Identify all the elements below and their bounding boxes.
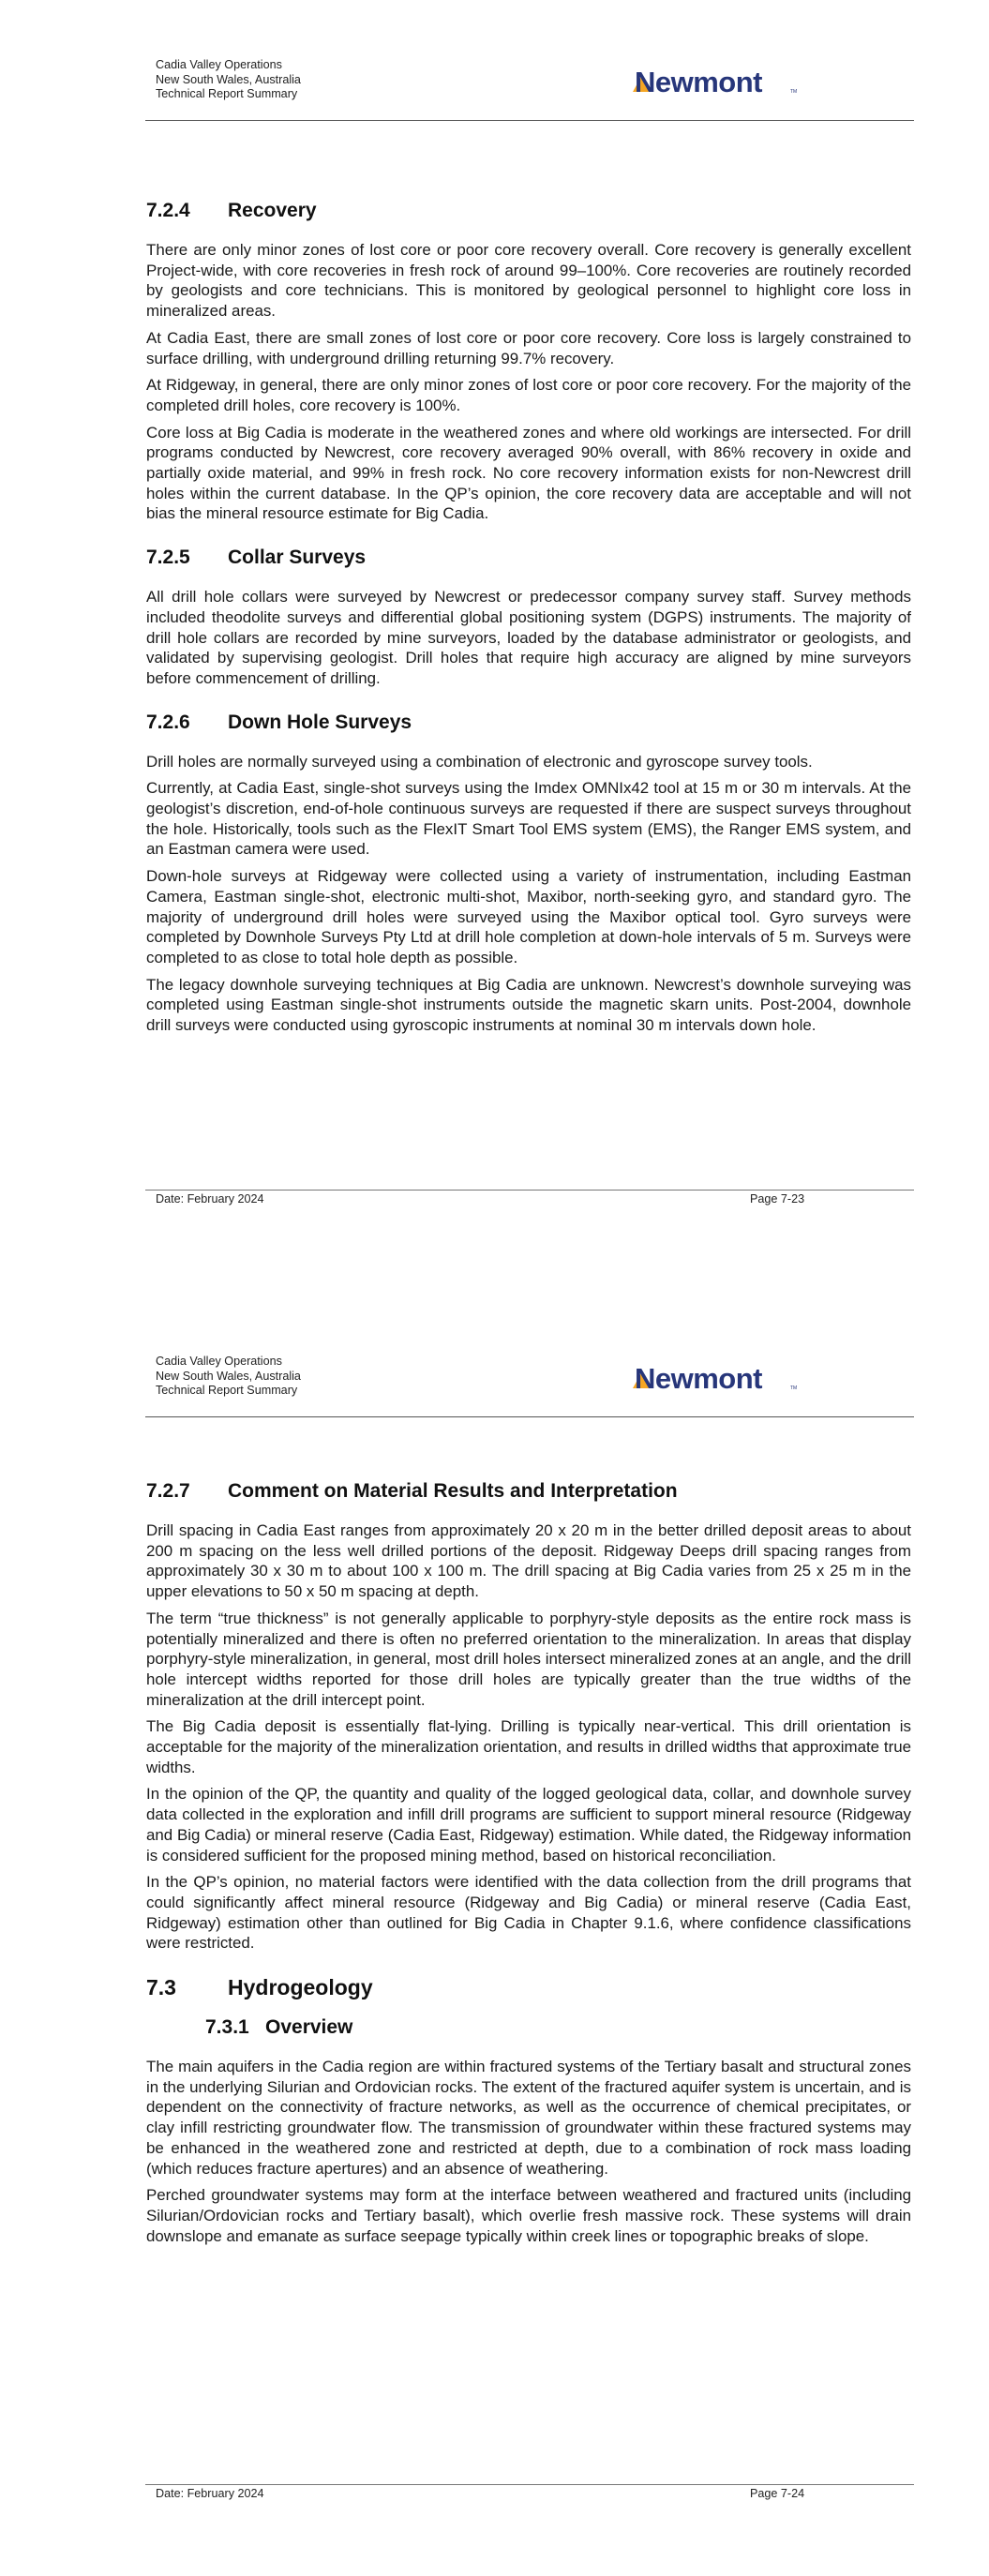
section-title: Hydrogeology (228, 1975, 373, 2000)
page-body (146, 199, 911, 1042)
section-7-2-5-collar-surveys (146, 546, 911, 689)
section-number: 7.2.7 (146, 1480, 190, 1502)
section-7-2-4-recovery (146, 199, 911, 524)
paragraph: The main aquifers in the Cadia region are within fractured systems of the Tertiary basalt and structural zones in the underlying Silurian and Ordovician rocks. The extent of the fractured aquifer system is uncertain, and is dependent on the connectivity of fracture networks, as well as the occurrence of chemical precipitates, or clay infill restricting groundwater flow. The transmission of groundwater within these fractured systems may be enhanced in the weathered zone and restricted at depth, due to a combination of rock mass loading (which reduces fracture apertures) and an absence of weathering. (146, 2058, 911, 2178)
document-page-7-23 (0, 0, 989, 1280)
section-7-2-7-comment-on-material-results (146, 1479, 911, 1954)
subsection-number: 7.3.1 (205, 2016, 249, 2039)
svg-text:Newmont: Newmont (635, 66, 762, 98)
header-report-type: Technical Report Summary (156, 1384, 298, 1397)
paragraph: At Ridgeway, in general, there are only minor zones of lost core or poor core recovery. For the majority of the completed drill holes, core recovery is 100%. (146, 376, 911, 414)
newmont-logo-icon (633, 1362, 802, 1396)
section-title: Comment on Material Results and Interpretation (228, 1480, 678, 1502)
chapter-heading (146, 1974, 911, 2000)
newmont-logo (633, 66, 802, 99)
paragraph: The term “true thickness” is not generally applicable to porphyry-style deposits as the entire rock mass is potentially mineralized and there is often no preferred orientation to the mineralization. In areas that display porphyry-style mineralization, in general, most drill holes intersect mineralized zones at an angle, and the drill hole intercept widths reported for those drill holes are typically greater than the true widths of the mineralization at the drill intercept point. (146, 1609, 911, 1709)
section-title: Recovery (228, 200, 317, 221)
svg-text:Newmont: Newmont (635, 1362, 762, 1395)
paragraph: Down-hole surveys at Ridgeway were collected using a variety of instrumentation, including Eastman Camera, Eastman single-shot, electronic multi-shot, Maxibor, north-seeking gyro, and standard gyro. The majority of underground drill holes were surveyed using the Maxibor optical tool. Gyro surveys were completed by Downhole Surveys Pty Ltd at drill hole completion at down-hole intervals of 5 m. Surveys were completed to as close to total hole depth as possible. (146, 867, 911, 966)
header-info (156, 1355, 301, 1399)
footer-page-number: Page 7-24 (750, 2487, 805, 2500)
footer-divider (145, 1190, 914, 1191)
footer-date: Date: February 2024 (156, 1192, 264, 1206)
newmont-logo-icon (633, 66, 802, 99)
paragraph: In the QP’s opinion, no material factors were identified with the data collection from the drill programs that could significantly affect mineral resource (Ridgeway and Big Cadia) or mineral reserve (Cadia East, Ridgeway) estimation other than outlined for Big Cadia in Chapter 9.1.6, where confidence classifications were restricted. (146, 1873, 911, 1953)
paragraph: Perched groundwater systems may form at the interface between weathered and fractured units (including Silurian/Ordovician rocks and Tertiary basalt), which overlie fresh massive rock. These systems will drain downslope and emanate as surface seepage typically within creek lines or topographic breaks of slope. (146, 2186, 911, 2245)
header-location: New South Wales, Australia (156, 72, 301, 86)
header-divider (145, 120, 914, 121)
paragraph: At Cadia East, there are small zones of lost core or poor core recovery. Core loss is largely constrained to surface drilling, with underground drilling returning 99.7% recovery. (146, 328, 911, 367)
paragraph: The Big Cadia deposit is essentially flat-lying. Drilling is typically near-vertical. This drill orientation is acceptable for the majority of the mineralization orientation, and results in drilled widths that approximate true widths. (146, 1717, 911, 1776)
paragraph: Drill holes are normally surveyed using a combination of electronic and gyroscope survey tools. (146, 752, 813, 771)
section-number: 7.2.6 (146, 711, 190, 733)
subsection-heading (205, 2015, 911, 2040)
page-footer (145, 2484, 914, 2503)
paragraph: Currently, at Cadia East, single-shot surveys using the Imdex OMNIx42 tool at 15 m or 30 m intervals. At the geologist’s discretion, end-of-hole continuous surveys are requested if there are suspect surveys throughout the hole. Historically, tools such as the FlexIT Smart Tool EMS system (EMS), the Ranger EMS system, and an Eastman camera were used. (146, 779, 911, 859)
page-body (146, 1479, 911, 2253)
paragraph: There are only minor zones of lost core or poor core recovery overall. Core recovery is generally excellent Project-wide, with core recoveries in fresh rock of around 99–100%. Core recoveries are routinely recorded by geologists and core technicians. This is monitored by geological personnel to highlight core loss in mineralized areas. (146, 241, 911, 321)
page-header (145, 58, 914, 122)
newmont-logo (633, 1362, 802, 1396)
svg-text:TM: TM (790, 1385, 798, 1391)
section-heading (146, 1479, 911, 1504)
section-title: Down Hole Surveys (228, 711, 412, 733)
header-location: New South Wales, Australia (156, 1369, 301, 1383)
footer-date: Date: February 2024 (156, 2487, 264, 2500)
header-report-type: Technical Report Summary (156, 87, 298, 100)
header-operation-name: Cadia Valley Operations (156, 58, 282, 71)
paragraph: The legacy downhole surveying techniques at Big Cadia are unknown. Newcrest’s downhole surveying was completed using Eastman single-shot instruments outside the magnetic skarn units. Post-2004, downhole drill surveys were conducted using gyroscopic instruments at nominal 30 m intervals down hole. (146, 975, 911, 1035)
section-7-3-hydrogeology (146, 1974, 911, 2246)
subsection-title: Overview (265, 2016, 353, 2039)
paragraph: Core loss at Big Cadia is moderate in the weathered zones and where old workings are intersected. For drill programs conducted by Newcrest, core recovery averaged 90% overall, with 86% recovery in oxide and partially oxide material, and 99% in fresh rock. No core recovery information exists for non-Newcrest drill holes within the current database. In the QP’s opinion, the core recovery data are acceptable and will not bias the mineral resource estimate for Big Cadia. (146, 423, 911, 523)
document-page-7-24 (0, 1296, 989, 2576)
section-heading (146, 711, 911, 735)
paragraph: Drill spacing in Cadia East ranges from approximately 20 x 20 m in the better drilled deposit areas to about 200 m spacing on the less well drilled portions of the deposit. Ridgeway Deeps drill spacing ranges from approximately 30 x 30 m to about 100 x 100 m. The drill spacing at Big Cadia varies from 25 x 25 m in the upper elevations to 50 x 50 m spacing at depth. (146, 1521, 911, 1601)
footer-divider (145, 2484, 914, 2485)
section-heading (146, 199, 911, 223)
svg-text:TM: TM (790, 89, 798, 95)
paragraph: All drill hole collars were surveyed by Newcrest or predecessor company survey staff. Survey methods included theodolite surveys and differential global positioning system (DGPS) instruments. The majority of drill hole collars are recorded by mine surveyors, loaded by the database administrator or geologists, and validated by supervising geologist. Drill holes that require high accuracy are aligned by mine surveyors before commencement of drilling. (146, 588, 911, 687)
section-number: 7.2.5 (146, 547, 190, 569)
header-divider (145, 1416, 914, 1417)
footer-page-number: Page 7-23 (750, 1192, 805, 1206)
header-info (156, 58, 301, 102)
page-header (145, 1355, 914, 1418)
page-footer (145, 1190, 914, 1208)
section-7-2-6-down-hole-surveys (146, 711, 911, 1036)
header-operation-name: Cadia Valley Operations (156, 1355, 282, 1368)
section-number: 7.2.4 (146, 200, 190, 221)
section-number: 7.3 (146, 1975, 176, 2000)
paragraph: In the opinion of the QP, the quantity and quality of the logged geological data, collar, and downhole survey data collected in the exploration and infill drill programs are sufficient to support mineral resource (Ridgeway and Big Cadia) or mineral reserve (Cadia East, Ridgeway) estimation. While dated, the Ridgeway information is considered sufficient for the proposed mining method, based on historical reconciliation. (146, 1785, 911, 1865)
section-heading (146, 546, 911, 570)
section-title: Collar Surveys (228, 547, 367, 569)
